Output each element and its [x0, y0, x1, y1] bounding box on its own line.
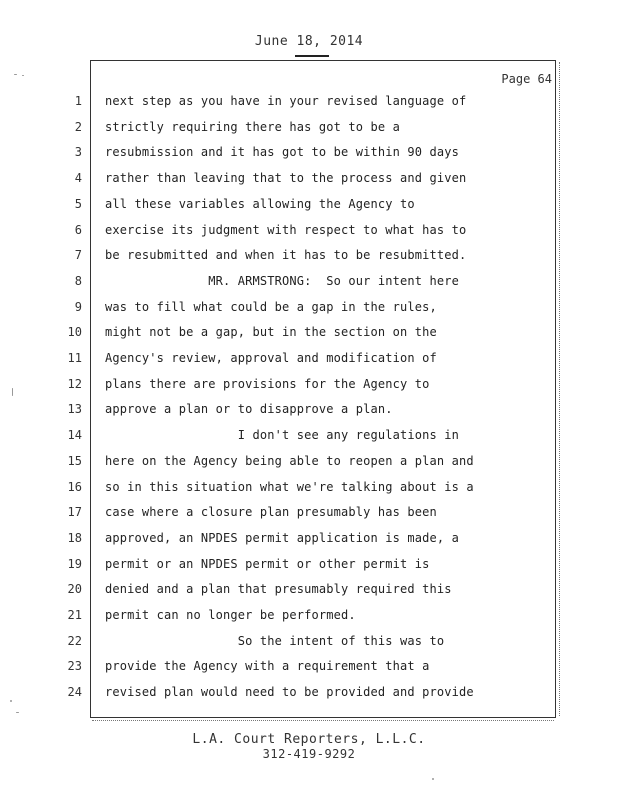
transcript-line — [0, 300, 560, 322]
line-number: 15 — [67, 453, 82, 468]
court-reporter-phone: 312-419-9292 — [262, 747, 356, 761]
line-text: approved, an NPDES permit application is made, a — [105, 530, 459, 545]
transcript-line — [0, 351, 560, 373]
page-number-label: Page 64 — [501, 72, 552, 86]
transcript-line — [0, 223, 560, 245]
scan-speck — [22, 75, 24, 76]
transcript-line — [0, 145, 560, 167]
line-text: Agency's review, approval and modification of — [105, 351, 437, 365]
line-text: so in this situation what we're talking about is a — [105, 479, 474, 494]
transcript-line — [0, 685, 560, 707]
line-text: plans there are provisions for the Agency to — [105, 376, 430, 391]
transcript-line — [0, 325, 560, 347]
line-number: 24 — [67, 685, 82, 700]
line-number: 21 — [67, 608, 82, 622]
line-number: 20 — [67, 582, 82, 597]
line-number: 13 — [67, 402, 82, 417]
line-number: 1 — [74, 94, 82, 108]
line-number: 12 — [67, 376, 82, 391]
line-text: exercise its judgment with respect to what has to — [105, 222, 467, 237]
transcript-line — [0, 248, 560, 270]
transcript-line — [0, 608, 560, 630]
line-number: 14 — [67, 428, 82, 443]
page-bottom-edge — [92, 720, 554, 721]
line-text: permit can no longer be performed. — [105, 608, 356, 622]
line-text: might not be a gap, but in the section on the — [105, 325, 437, 340]
transcript-line — [0, 480, 560, 502]
line-text: I don't see any regulations in — [105, 428, 459, 443]
scan-speck — [432, 778, 434, 780]
transcript-line — [0, 94, 560, 116]
line-text: case where a closure plan presumably has been — [105, 505, 437, 520]
transcript-date: June 18, 2014 — [254, 34, 364, 49]
line-text: next step as you have in your revised language of — [105, 94, 467, 108]
scan-speck — [10, 700, 12, 702]
line-number: 8 — [74, 273, 82, 288]
header-underline — [295, 55, 329, 57]
line-number: 5 — [74, 196, 82, 211]
line-number: 10 — [67, 325, 82, 340]
line-text: all these variables allowing the Agency to — [105, 196, 415, 211]
line-number: 3 — [74, 145, 82, 160]
transcript-line — [0, 428, 560, 450]
line-text: strictly requiring there has got to be a — [105, 119, 400, 134]
line-text: permit or an NPDES permit or other permit is — [105, 556, 430, 571]
transcript-line — [0, 377, 560, 399]
line-number: 17 — [67, 505, 82, 520]
line-number: 23 — [67, 659, 82, 674]
transcript-line — [0, 659, 560, 681]
line-number: 22 — [67, 633, 82, 648]
scan-speck — [16, 712, 19, 713]
line-text: MR. ARMSTRONG: So our intent here — [105, 273, 459, 288]
scan-speck — [12, 388, 13, 396]
transcript-line — [0, 454, 560, 476]
line-text: be resubmitted and when it has to be resubmitted. — [105, 248, 467, 263]
line-number: 16 — [67, 479, 82, 494]
line-text: rather than leaving that to the process and given — [105, 171, 467, 186]
transcript-line — [0, 120, 560, 142]
line-text: provide the Agency with a requirement that a — [105, 659, 430, 674]
transcript-line — [0, 274, 560, 296]
line-text: was to fill what could be a gap in the rules, — [105, 299, 437, 314]
line-number: 9 — [74, 299, 82, 314]
line-number: 6 — [74, 222, 82, 237]
transcript-line — [0, 582, 560, 604]
line-text: So the intent of this was to — [105, 633, 445, 648]
line-text: resubmission and it has got to be within 90 days — [105, 145, 459, 160]
court-reporter-company: L.A. Court Reporters, L.L.C. — [192, 732, 426, 747]
line-text: approve a plan or to disapprove a plan. — [105, 402, 393, 417]
transcript-line — [0, 634, 560, 656]
line-number: 4 — [74, 171, 82, 186]
scan-speck — [14, 74, 17, 75]
line-number: 18 — [67, 530, 82, 545]
transcript-line — [0, 531, 560, 553]
transcript-line — [0, 505, 560, 527]
line-text: revised plan would need to be provided and provide — [105, 685, 474, 700]
transcript-line — [0, 171, 560, 193]
line-number: 2 — [74, 119, 82, 134]
line-number: 19 — [67, 556, 82, 571]
line-number: 11 — [67, 351, 82, 365]
line-text: here on the Agency being able to reopen a plan and — [105, 453, 474, 468]
line-number: 7 — [74, 248, 82, 263]
transcript-line — [0, 402, 560, 424]
line-text: denied and a plan that presumably required this — [105, 582, 452, 597]
transcript-line — [0, 197, 560, 219]
transcript-line — [0, 557, 560, 579]
